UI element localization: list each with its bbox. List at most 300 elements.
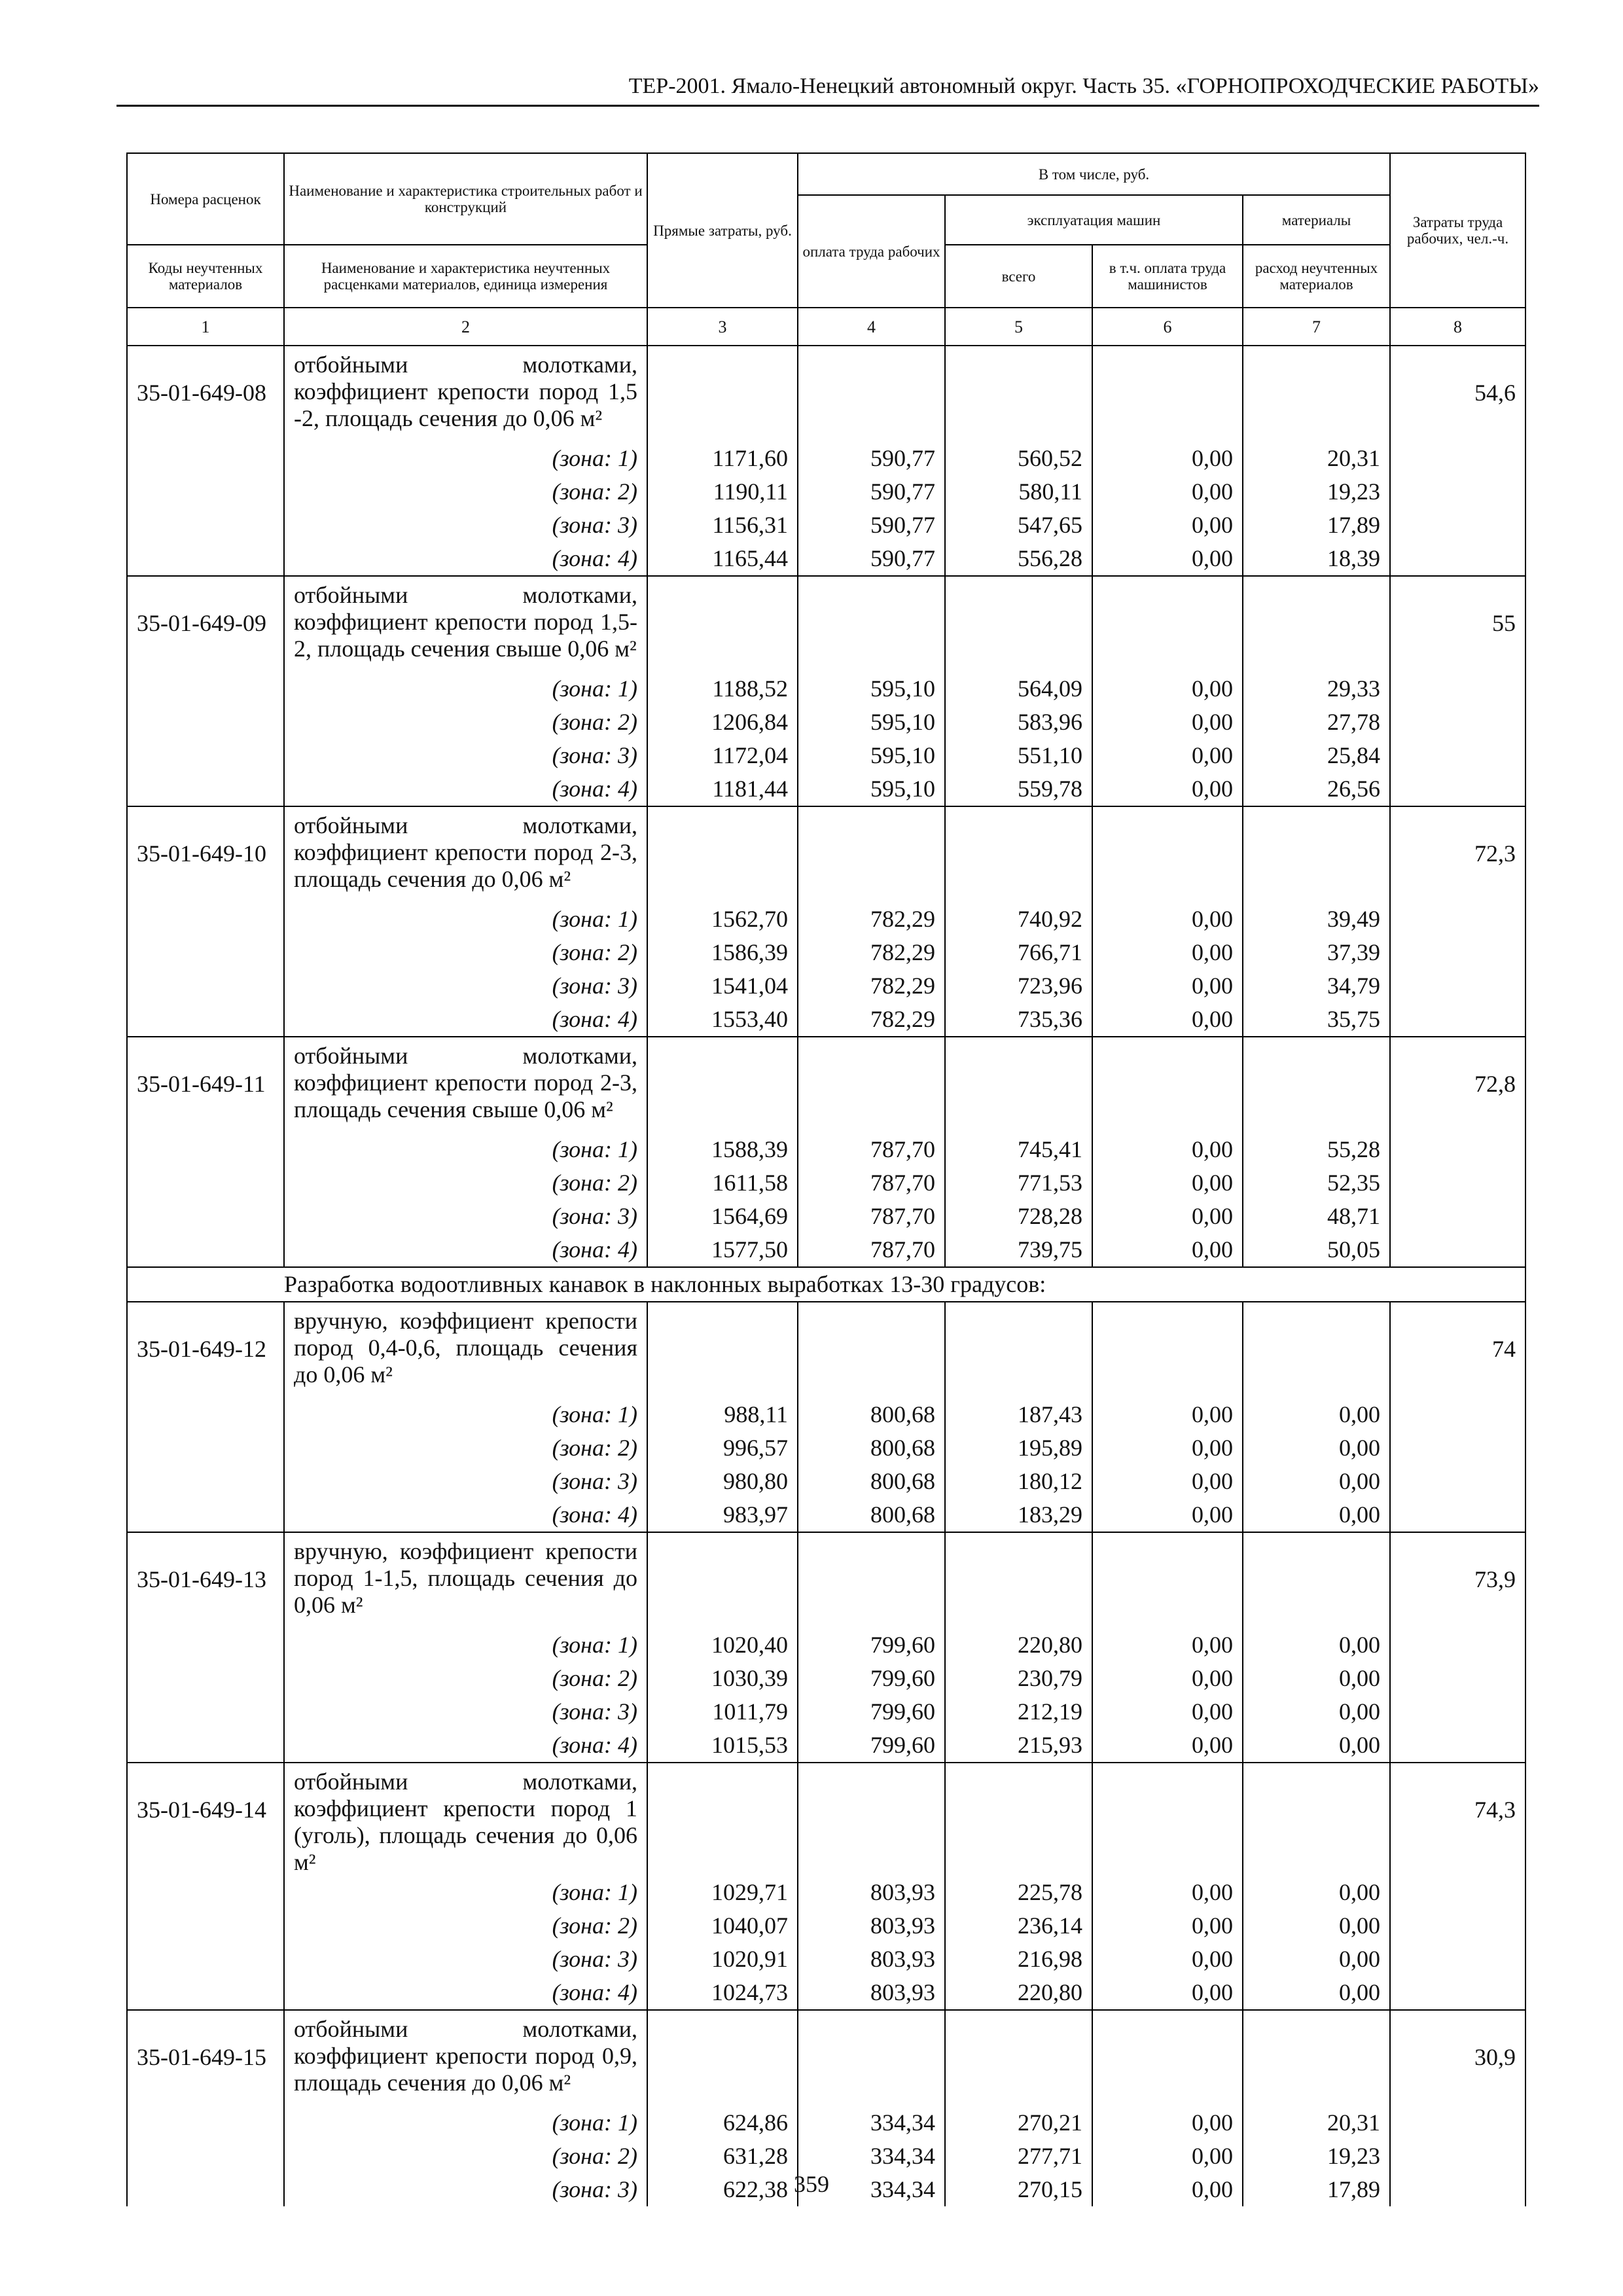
- materials-value: 37,39: [1243, 936, 1390, 969]
- wages-value: 800,68: [798, 1431, 945, 1465]
- empty-cell: [945, 346, 1092, 442]
- zone-label: (зона: 3): [284, 2173, 647, 2206]
- materials-value: 0,00: [1243, 1628, 1390, 1662]
- empty-cell: [1390, 1133, 1525, 1166]
- column-number: 2: [284, 308, 647, 346]
- materials-value: 0,00: [1243, 1943, 1390, 1976]
- operators-wages-value: 0,00: [1092, 1003, 1243, 1037]
- header-machines-total: всего: [945, 245, 1092, 308]
- machines-value: 183,29: [945, 1498, 1092, 1532]
- direct-costs-value: 1190,11: [647, 475, 798, 509]
- zone-row: [127, 1662, 1525, 1695]
- operators-wages-value: 0,00: [1092, 1498, 1243, 1532]
- empty-cell: [1390, 1498, 1525, 1532]
- empty-cell: [945, 806, 1092, 903]
- machines-value: 270,21: [945, 2106, 1092, 2140]
- zone-row: [127, 1166, 1525, 1200]
- empty-cell: [1390, 1465, 1525, 1498]
- machines-value: 215,93: [945, 1729, 1092, 1763]
- header-wages: оплата труда рабочих: [798, 195, 945, 308]
- wages-value: 782,29: [798, 1003, 945, 1037]
- empty-cell: [1243, 1037, 1390, 1133]
- zone-label: (зона: 3): [284, 1200, 647, 1233]
- empty-cell: [127, 1876, 284, 1909]
- zone-row: [127, 672, 1525, 706]
- operators-wages-value: 0,00: [1092, 1465, 1243, 1498]
- direct-costs-value: 1172,04: [647, 739, 798, 772]
- zone-label: (зона: 4): [284, 772, 647, 806]
- machines-value: 740,92: [945, 903, 1092, 936]
- empty-cell: [127, 2140, 284, 2173]
- column-number: 4: [798, 308, 945, 346]
- direct-costs-value: 1564,69: [647, 1200, 798, 1233]
- machines-value: 216,98: [945, 1943, 1092, 1976]
- rate-header-row: [127, 346, 1525, 442]
- operators-wages-value: 0,00: [1092, 1909, 1243, 1943]
- operators-wages-value: 0,00: [1092, 739, 1243, 772]
- direct-costs-value: 1165,44: [647, 542, 798, 576]
- empty-cell: [1390, 1976, 1525, 2010]
- header-material-names: Наименование и характеристика неучтенных расценками материалов, единица измерения: [284, 245, 647, 308]
- materials-value: 20,31: [1243, 2106, 1390, 2140]
- table-body-part2: [127, 1302, 1525, 2206]
- direct-costs-value: 1030,39: [647, 1662, 798, 1695]
- machines-value: 220,80: [945, 1976, 1092, 2010]
- direct-costs-value: 988,11: [647, 1398, 798, 1431]
- operators-wages-value: 0,00: [1092, 1729, 1243, 1763]
- empty-cell: [127, 475, 284, 509]
- operators-wages-value: 0,00: [1092, 542, 1243, 576]
- zone-label: (зона: 1): [284, 903, 647, 936]
- zone-row: [127, 2140, 1525, 2173]
- rate-code: 35-01-649-11: [127, 1037, 284, 1133]
- empty-cell: [1243, 2010, 1390, 2106]
- machines-value: 560,52: [945, 442, 1092, 475]
- zone-label: (зона: 2): [284, 1662, 647, 1695]
- header-material-codes: Коды неучтенных материалов: [127, 245, 284, 308]
- operators-wages-value: 0,00: [1092, 936, 1243, 969]
- empty-cell: [798, 576, 945, 672]
- materials-value: 29,33: [1243, 672, 1390, 706]
- empty-cell: [945, 1037, 1092, 1133]
- empty-cell: [1390, 936, 1525, 969]
- materials-value: 50,05: [1243, 1233, 1390, 1267]
- zone-row: [127, 969, 1525, 1003]
- empty-cell: [1390, 2106, 1525, 2140]
- header-including: В том числе, руб.: [798, 153, 1390, 195]
- column-number: 5: [945, 308, 1092, 346]
- empty-cell: [127, 542, 284, 576]
- materials-value: 0,00: [1243, 1909, 1390, 1943]
- rate-header-row: [127, 576, 1525, 672]
- direct-costs-value: 1553,40: [647, 1003, 798, 1037]
- materials-value: 52,35: [1243, 1166, 1390, 1200]
- empty-cell: [127, 509, 284, 542]
- wages-value: 334,34: [798, 2106, 945, 2140]
- direct-costs-value: 1024,73: [647, 1976, 798, 2010]
- rate-description: вручную, коэффициент крепости пород 0,4-0,6, площадь сечения до 0,06 м²: [284, 1302, 647, 1398]
- operators-wages-value: 0,00: [1092, 1943, 1243, 1976]
- empty-cell: [1390, 739, 1525, 772]
- zone-row: [127, 1876, 1525, 1909]
- wages-value: 799,60: [798, 1729, 945, 1763]
- direct-costs-value: 1577,50: [647, 1233, 798, 1267]
- zone-row: [127, 475, 1525, 509]
- operators-wages-value: 0,00: [1092, 672, 1243, 706]
- empty-cell: [647, 1037, 798, 1133]
- empty-cell: [1390, 1431, 1525, 1465]
- empty-cell: [1092, 1763, 1243, 1876]
- zone-row: [127, 1909, 1525, 1943]
- operators-wages-value: 0,00: [1092, 1695, 1243, 1729]
- materials-value: 0,00: [1243, 1876, 1390, 1909]
- rate-code: 35-01-649-08: [127, 346, 284, 442]
- rate-description: отбойными молотками, коэффициент крепости пород 1 (уголь), площадь сечения до 0,06 м²: [284, 1763, 647, 1876]
- empty-cell: [1243, 346, 1390, 442]
- operators-wages-value: 0,00: [1092, 903, 1243, 936]
- header-rule: [116, 105, 1539, 107]
- empty-cell: [1390, 1398, 1525, 1431]
- direct-costs-value: 624,86: [647, 2106, 798, 2140]
- operators-wages-value: 0,00: [1092, 442, 1243, 475]
- empty-cell: [1390, 903, 1525, 936]
- machines-value: 771,53: [945, 1166, 1092, 1200]
- materials-value: 0,00: [1243, 1398, 1390, 1431]
- materials-value: 0,00: [1243, 1976, 1390, 2010]
- rate-code: 35-01-649-09: [127, 576, 284, 672]
- wages-value: 590,77: [798, 509, 945, 542]
- zone-label: (зона: 4): [284, 1976, 647, 2010]
- wages-value: 799,60: [798, 1662, 945, 1695]
- materials-value: 25,84: [1243, 739, 1390, 772]
- operators-wages-value: 0,00: [1092, 706, 1243, 739]
- machines-value: 556,28: [945, 542, 1092, 576]
- direct-costs-value: 1562,70: [647, 903, 798, 936]
- wages-value: 595,10: [798, 706, 945, 739]
- empty-cell: [127, 1498, 284, 1532]
- rate-code: 35-01-649-14: [127, 1763, 284, 1876]
- empty-cell: [127, 1166, 284, 1200]
- empty-cell: [798, 2010, 945, 2106]
- empty-cell: [1092, 2010, 1243, 2106]
- operators-wages-value: 0,00: [1092, 2140, 1243, 2173]
- table-body-part1: [127, 346, 1525, 1267]
- rate-header-row: [127, 2010, 1525, 2106]
- empty-cell: [1243, 576, 1390, 672]
- wages-value: 799,60: [798, 1628, 945, 1662]
- labor-cost: 74: [1390, 1302, 1525, 1398]
- empty-cell: [1243, 1302, 1390, 1398]
- empty-cell: [945, 1302, 1092, 1398]
- empty-cell: [647, 806, 798, 903]
- empty-cell: [127, 1431, 284, 1465]
- empty-cell: [945, 1532, 1092, 1628]
- machines-value: 551,10: [945, 739, 1092, 772]
- empty-cell: [647, 1302, 798, 1398]
- zone-row: [127, 1233, 1525, 1267]
- machines-value: 766,71: [945, 936, 1092, 969]
- operators-wages-value: 0,00: [1092, 1628, 1243, 1662]
- machines-value: 270,15: [945, 2173, 1092, 2206]
- operators-wages-value: 0,00: [1092, 2106, 1243, 2140]
- empty-cell: [127, 1695, 284, 1729]
- wages-value: 334,34: [798, 2173, 945, 2206]
- rate-header-row: [127, 1532, 1525, 1628]
- materials-value: 0,00: [1243, 1498, 1390, 1532]
- labor-cost: 55: [1390, 576, 1525, 672]
- labor-cost: 54,6: [1390, 346, 1525, 442]
- empty-cell: [1092, 1302, 1243, 1398]
- empty-cell: [1390, 1628, 1525, 1662]
- header-rate-numbers: Номера расценок: [127, 153, 284, 245]
- header-direct-costs: Прямые затраты, руб.: [647, 153, 798, 308]
- materials-value: 19,23: [1243, 475, 1390, 509]
- empty-cell: [127, 2106, 284, 2140]
- zone-label: (зона: 2): [284, 1166, 647, 1200]
- wages-value: 782,29: [798, 969, 945, 1003]
- zone-label: (зона: 1): [284, 1133, 647, 1166]
- empty-cell: [127, 969, 284, 1003]
- zone-row: [127, 772, 1525, 806]
- wages-value: 800,68: [798, 1465, 945, 1498]
- materials-value: 19,23: [1243, 2140, 1390, 2173]
- empty-cell: [798, 1037, 945, 1133]
- empty-cell: [1092, 576, 1243, 672]
- direct-costs-value: 1015,53: [647, 1729, 798, 1763]
- machines-value: 580,11: [945, 475, 1092, 509]
- zone-row: [127, 1431, 1525, 1465]
- direct-costs-value: 1188,52: [647, 672, 798, 706]
- materials-value: 27,78: [1243, 706, 1390, 739]
- empty-cell: [127, 739, 284, 772]
- wages-value: 803,93: [798, 1943, 945, 1976]
- empty-cell: [1092, 346, 1243, 442]
- direct-costs-value: 1020,40: [647, 1628, 798, 1662]
- direct-costs-value: 1011,79: [647, 1695, 798, 1729]
- empty-cell: [1390, 1695, 1525, 1729]
- zone-label: (зона: 3): [284, 509, 647, 542]
- zone-label: (зона: 4): [284, 1498, 647, 1532]
- wages-value: 803,93: [798, 1976, 945, 2010]
- empty-cell: [1390, 1729, 1525, 1763]
- rate-header-row: [127, 1302, 1525, 1398]
- zone-row: [127, 706, 1525, 739]
- labor-cost: 73,9: [1390, 1532, 1525, 1628]
- zone-row: [127, 739, 1525, 772]
- wages-value: 787,70: [798, 1166, 945, 1200]
- empty-cell: [127, 1200, 284, 1233]
- empty-cell: [647, 346, 798, 442]
- zone-row: [127, 1200, 1525, 1233]
- materials-value: 0,00: [1243, 1695, 1390, 1729]
- empty-cell: [1390, 672, 1525, 706]
- machines-value: 739,75: [945, 1233, 1092, 1267]
- empty-cell: [647, 1763, 798, 1876]
- zone-label: (зона: 2): [284, 1431, 647, 1465]
- direct-costs-value: 631,28: [647, 2140, 798, 2173]
- wages-value: 787,70: [798, 1133, 945, 1166]
- materials-value: 17,89: [1243, 509, 1390, 542]
- empty-cell: [127, 903, 284, 936]
- empty-cell: [1390, 1200, 1525, 1233]
- zone-row: [127, 903, 1525, 936]
- operators-wages-value: 0,00: [1092, 1166, 1243, 1200]
- zone-row: [127, 936, 1525, 969]
- empty-cell: [127, 1628, 284, 1662]
- zone-label: (зона: 1): [284, 2106, 647, 2140]
- empty-cell: [127, 1465, 284, 1498]
- labor-cost: 30,9: [1390, 2010, 1525, 2106]
- empty-cell: [1243, 1763, 1390, 1876]
- operators-wages-value: 0,00: [1092, 1233, 1243, 1267]
- empty-cell: [1390, 1662, 1525, 1695]
- rate-code: 35-01-649-13: [127, 1532, 284, 1628]
- page-number: 359: [794, 2171, 829, 2197]
- zone-label: (зона: 1): [284, 672, 647, 706]
- rate-description: отбойными молотками, коэффициент крепости пород 0,9, площадь сечения до 0,06 м²: [284, 2010, 647, 2106]
- empty-cell: [127, 1662, 284, 1695]
- zone-label: (зона: 1): [284, 442, 647, 475]
- operators-wages-value: 0,00: [1092, 1398, 1243, 1431]
- machines-value: 236,14: [945, 1909, 1092, 1943]
- zone-label: (зона: 2): [284, 706, 647, 739]
- empty-cell: [127, 1003, 284, 1037]
- materials-value: 0,00: [1243, 1729, 1390, 1763]
- machines-value: 195,89: [945, 1431, 1092, 1465]
- wages-value: 590,77: [798, 442, 945, 475]
- header-machines: эксплуатация машин: [945, 195, 1243, 245]
- empty-cell: [945, 576, 1092, 672]
- materials-value: 18,39: [1243, 542, 1390, 576]
- empty-cell: [1390, 542, 1525, 576]
- operators-wages-value: 0,00: [1092, 1876, 1243, 1909]
- zone-label: (зона: 2): [284, 2140, 647, 2173]
- empty-cell: [798, 806, 945, 903]
- zone-row: [127, 442, 1525, 475]
- empty-cell: [127, 1233, 284, 1267]
- zone-label: (зона: 3): [284, 1943, 647, 1976]
- zone-label: (зона: 1): [284, 1628, 647, 1662]
- direct-costs-value: 1020,91: [647, 1943, 798, 1976]
- column-number: 6: [1092, 308, 1243, 346]
- empty-cell: [798, 1302, 945, 1398]
- empty-cell: [127, 1976, 284, 2010]
- empty-cell: [798, 1532, 945, 1628]
- operators-wages-value: 0,00: [1092, 1662, 1243, 1695]
- machines-value: 583,96: [945, 706, 1092, 739]
- operators-wages-value: 0,00: [1092, 1200, 1243, 1233]
- zone-row: [127, 1133, 1525, 1166]
- materials-value: 34,79: [1243, 969, 1390, 1003]
- empty-cell: [127, 672, 284, 706]
- empty-cell: [1390, 1166, 1525, 1200]
- zone-label: (зона: 3): [284, 1465, 647, 1498]
- wages-value: 590,77: [798, 542, 945, 576]
- materials-value: 55,28: [1243, 1133, 1390, 1166]
- zone-label: (зона: 3): [284, 969, 647, 1003]
- machines-value: 230,79: [945, 1662, 1092, 1695]
- operators-wages-value: 0,00: [1092, 1976, 1243, 2010]
- zone-row: [127, 1398, 1525, 1431]
- empty-cell: [1390, 706, 1525, 739]
- materials-value: 39,49: [1243, 903, 1390, 936]
- direct-costs-value: 1586,39: [647, 936, 798, 969]
- operators-wages-value: 0,00: [1092, 475, 1243, 509]
- machines-value: 735,36: [945, 1003, 1092, 1037]
- empty-cell: [798, 346, 945, 442]
- empty-cell: [1390, 969, 1525, 1003]
- materials-value: 20,31: [1243, 442, 1390, 475]
- rate-code: 35-01-649-10: [127, 806, 284, 903]
- materials-value: 48,71: [1243, 1200, 1390, 1233]
- empty-cell: [1390, 1233, 1525, 1267]
- zone-row: [127, 1943, 1525, 1976]
- direct-costs-value: 1156,31: [647, 509, 798, 542]
- materials-value: 0,00: [1243, 1431, 1390, 1465]
- empty-cell: [1390, 1876, 1525, 1909]
- materials-value: 17,89: [1243, 2173, 1390, 2206]
- empty-cell: [127, 1729, 284, 1763]
- machines-value: 559,78: [945, 772, 1092, 806]
- header-labor-costs: Затраты труда рабочих, чел.-ч.: [1390, 153, 1525, 308]
- zone-row: [127, 2106, 1525, 2140]
- header-materials: материалы: [1243, 195, 1390, 245]
- empty-cell: [127, 772, 284, 806]
- zone-label: (зона: 3): [284, 1695, 647, 1729]
- machines-value: 187,43: [945, 1398, 1092, 1431]
- empty-cell: [945, 1763, 1092, 1876]
- empty-cell: [1092, 1037, 1243, 1133]
- zone-label: (зона: 4): [284, 542, 647, 576]
- rate-code: 35-01-649-15: [127, 2010, 284, 2106]
- empty-cell: [1243, 806, 1390, 903]
- zone-label: (зона: 3): [284, 739, 647, 772]
- labor-cost: 72,8: [1390, 1037, 1525, 1133]
- empty-cell: [127, 1909, 284, 1943]
- wages-value: 590,77: [798, 475, 945, 509]
- zone-label: (зона: 2): [284, 1909, 647, 1943]
- rate-header-row: [127, 1763, 1525, 1876]
- direct-costs-value: 996,57: [647, 1431, 798, 1465]
- machines-value: 564,09: [945, 672, 1092, 706]
- section-title: Разработка водоотливных канавок в наклонных выработках 13-30 градусов:: [284, 1267, 1525, 1302]
- rate-header-row: [127, 1037, 1525, 1133]
- wages-value: 595,10: [798, 739, 945, 772]
- empty-cell: [127, 1398, 284, 1431]
- empty-cell: [1390, 2140, 1525, 2173]
- direct-costs-value: 622,38: [647, 2173, 798, 2206]
- zone-row: [127, 1003, 1525, 1037]
- zone-row: [127, 542, 1525, 576]
- empty-cell: [127, 442, 284, 475]
- machines-value: 728,28: [945, 1200, 1092, 1233]
- direct-costs-value: 1588,39: [647, 1133, 798, 1166]
- empty-cell: [1390, 1943, 1525, 1976]
- rate-description: вручную, коэффициент крепости пород 1-1,5, площадь сечения до 0,06 м²: [284, 1532, 647, 1628]
- zone-label: (зона: 1): [284, 1398, 647, 1431]
- zone-label: (зона: 2): [284, 936, 647, 969]
- direct-costs-value: 1181,44: [647, 772, 798, 806]
- empty-cell: [798, 1763, 945, 1876]
- rate-description: отбойными молотками, коэффициент крепости пород 2-3, площадь сечения до 0,06 м²: [284, 806, 647, 903]
- direct-costs-value: 1040,07: [647, 1909, 798, 1943]
- running-header: ТЕР-2001. Ямало-Ненецкий автономный округ. Часть 35. «ГОРНОПРОХОДЧЕСКИЕ РАБОТЫ»: [628, 74, 1539, 98]
- zone-label: (зона: 4): [284, 1003, 647, 1037]
- wages-value: 595,10: [798, 672, 945, 706]
- operators-wages-value: 0,00: [1092, 969, 1243, 1003]
- zone-label: (зона: 2): [284, 475, 647, 509]
- wages-value: 787,70: [798, 1233, 945, 1267]
